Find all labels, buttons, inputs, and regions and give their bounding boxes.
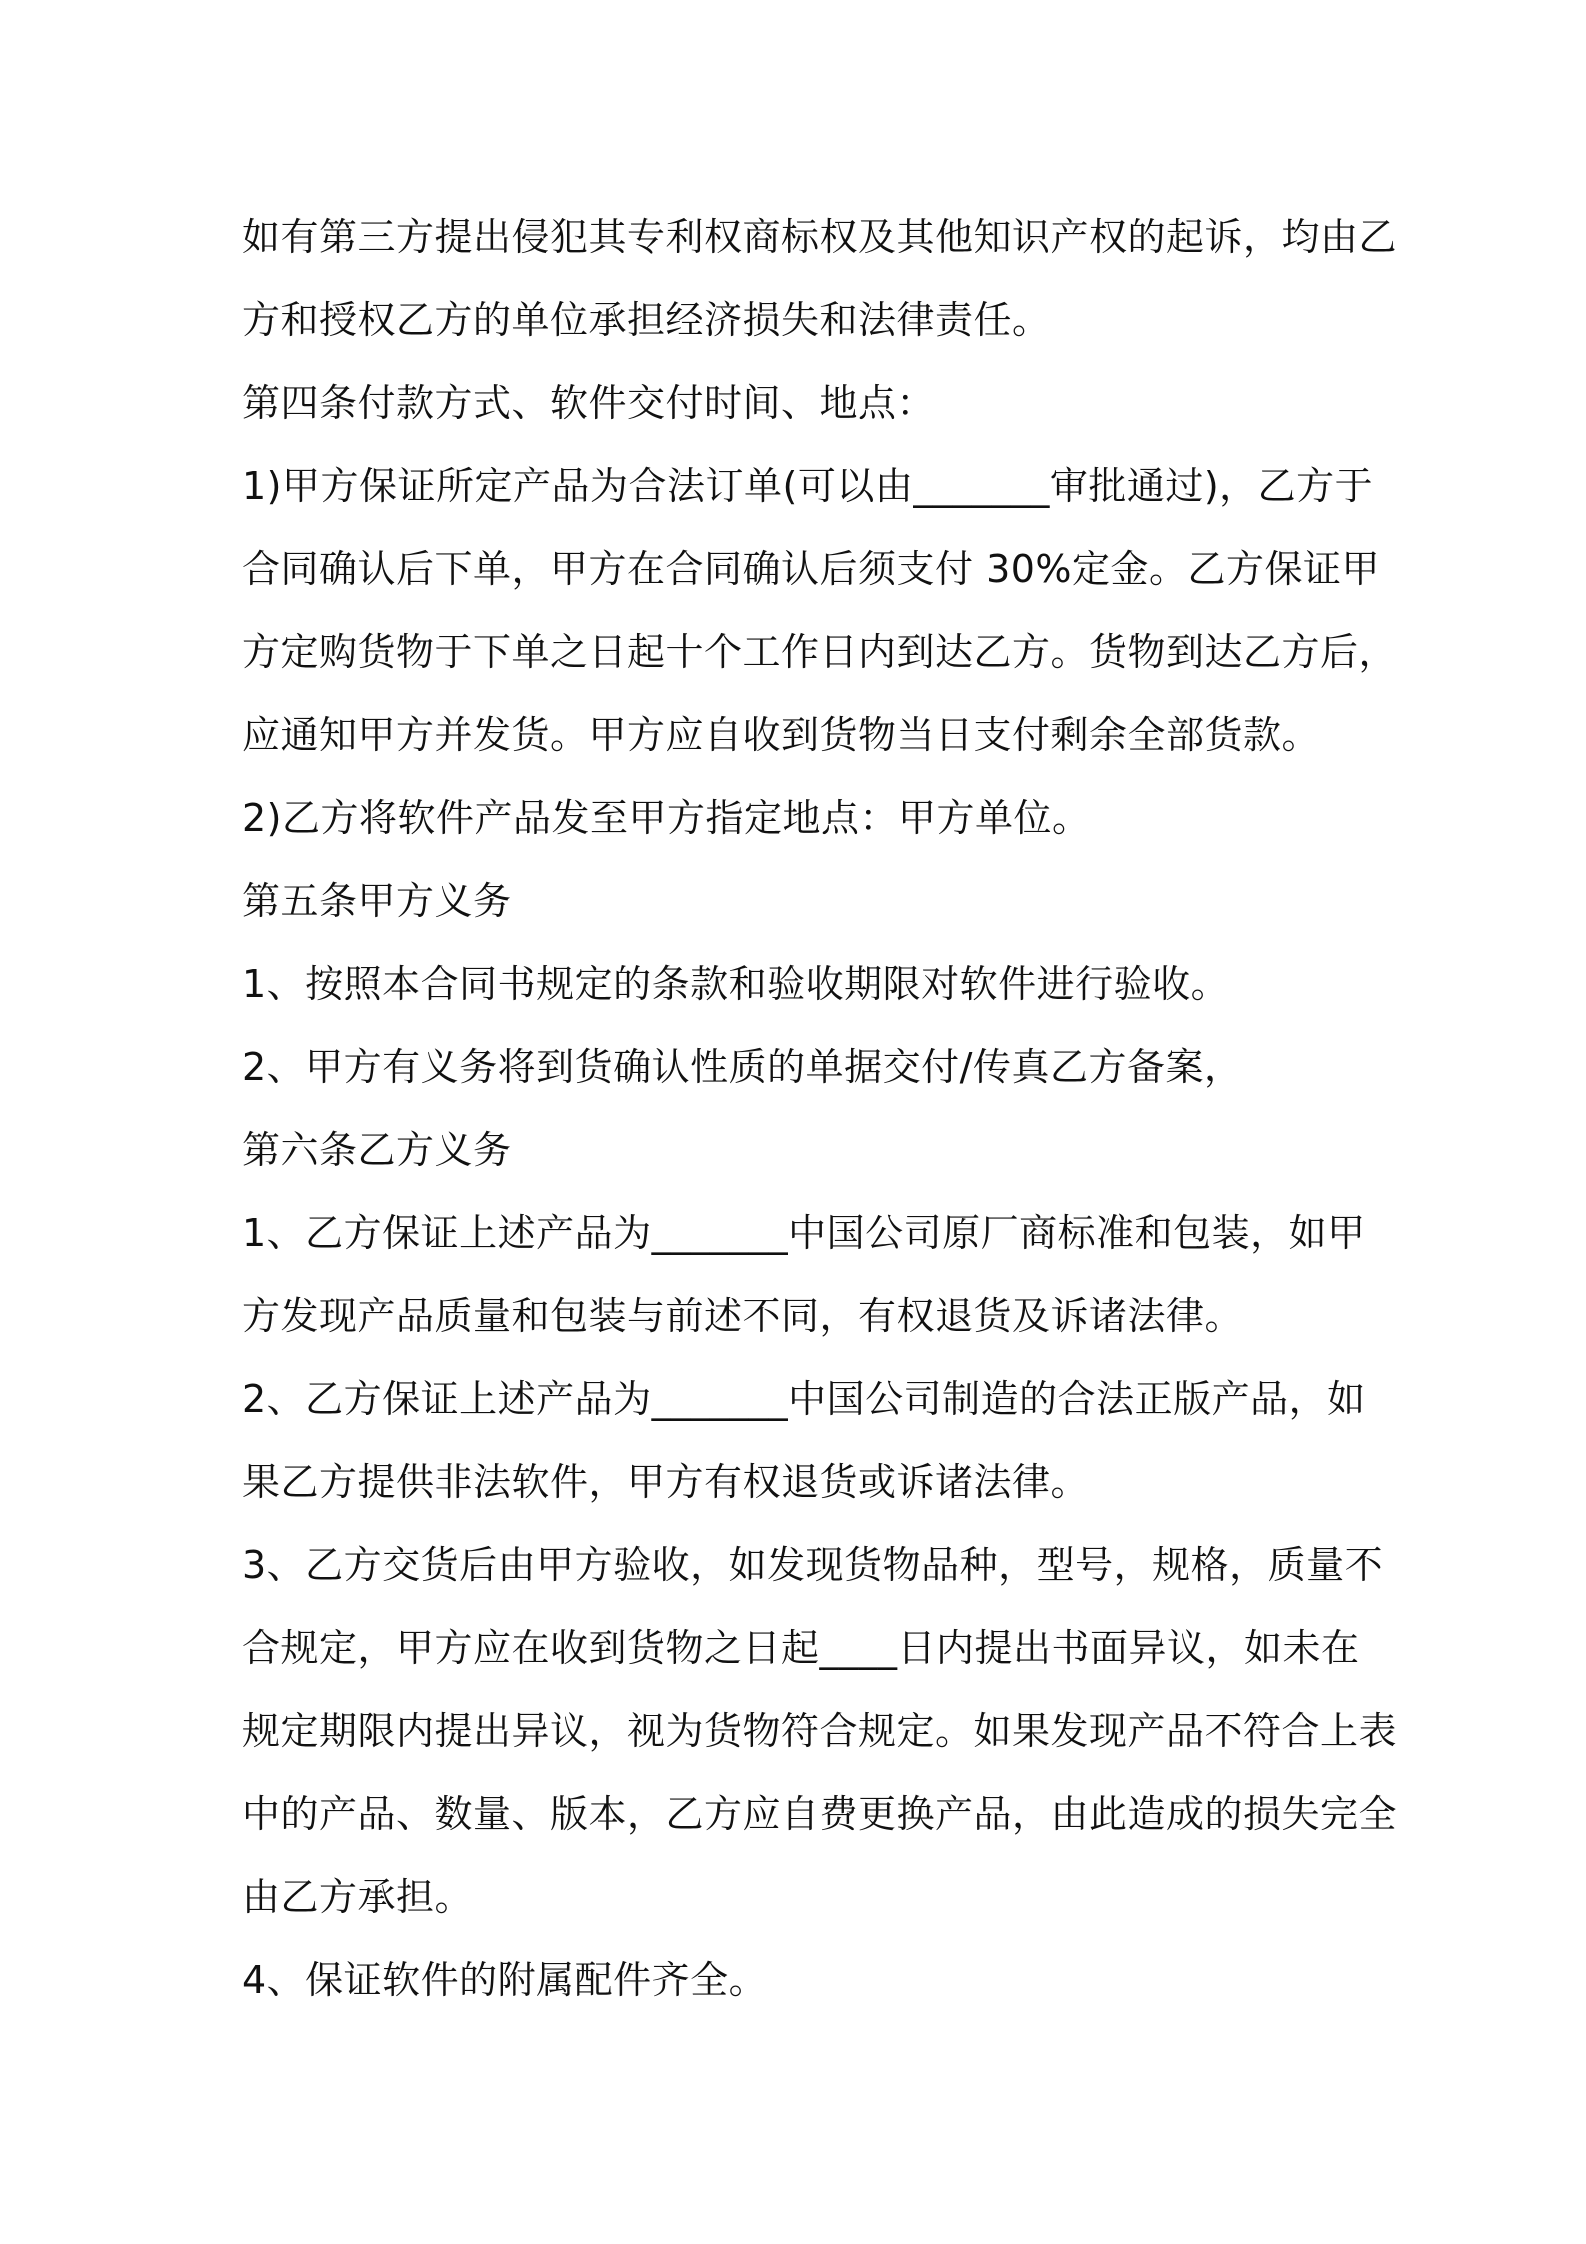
text-line: 1)甲方保证所定产品为合法订单(可以由_______审批通过)，乙方于 [242,464,1374,508]
text-line: 3、乙方交货后由甲方验收，如发现货物品种，型号，规格，质量不 [242,1543,1384,1587]
section-heading: 第六条乙方义务 [242,1128,512,1172]
section-heading: 第四条付款方式、软件交付时间、地点： [242,381,936,425]
text-line: 如有第三方提出侵犯其专利权商标权及其他知识产权的起诉，均由乙 [242,215,1398,259]
text-line: 方发现产品质量和包装与前述不同，有权退货及诉诸法律。 [242,1294,1244,1338]
text-line: 由乙方承担。 [242,1875,474,1919]
text-line: 方定购货物于下单之日起十个工作日内到达乙方。货物到达乙方后， [242,630,1398,674]
text-line: 1、按照本合同书规定的条款和验收期限对软件进行验收。 [242,962,1230,1006]
text-line: 应通知甲方并发货。甲方应自收到货物当日支付剩余全部货款。 [242,713,1321,757]
text-line: 规定期限内提出异议，视为货物符合规定。如果发现产品不符合上表 [242,1709,1398,1753]
text-line: 合规定，甲方应在收到货物之日起____日内提出书面异议，如未在 [242,1626,1360,1670]
text-line: 1、乙方保证上述产品为_______中国公司原厂商标准和包装，如甲 [242,1211,1366,1255]
text-line: 2、甲方有义务将到货确认性质的单据交付/传真乙方备案， [242,1045,1243,1089]
text-line: 4、保证软件的附属配件齐全。 [242,1958,768,2002]
text-line: 果乙方提供非法软件，甲方有权退货或诉诸法律。 [242,1460,1090,1504]
text-line: 中的产品、数量、版本，乙方应自费更换产品，由此造成的损失完全 [242,1792,1398,1836]
document-body [242,196,1398,2022]
text-line: 2)乙方将软件产品发至甲方指定地点：甲方单位。 [242,796,1091,840]
text-line: 方和授权乙方的单位承担经济损失和法律责任。 [242,298,1051,342]
section-heading: 第五条甲方义务 [242,879,512,923]
text-line: 2、乙方保证上述产品为_______中国公司制造的合法正版产品，如 [242,1377,1366,1421]
text-line: 合同确认后下单，甲方在合同确认后须支付 30%定金。乙方保证甲 [242,547,1381,591]
